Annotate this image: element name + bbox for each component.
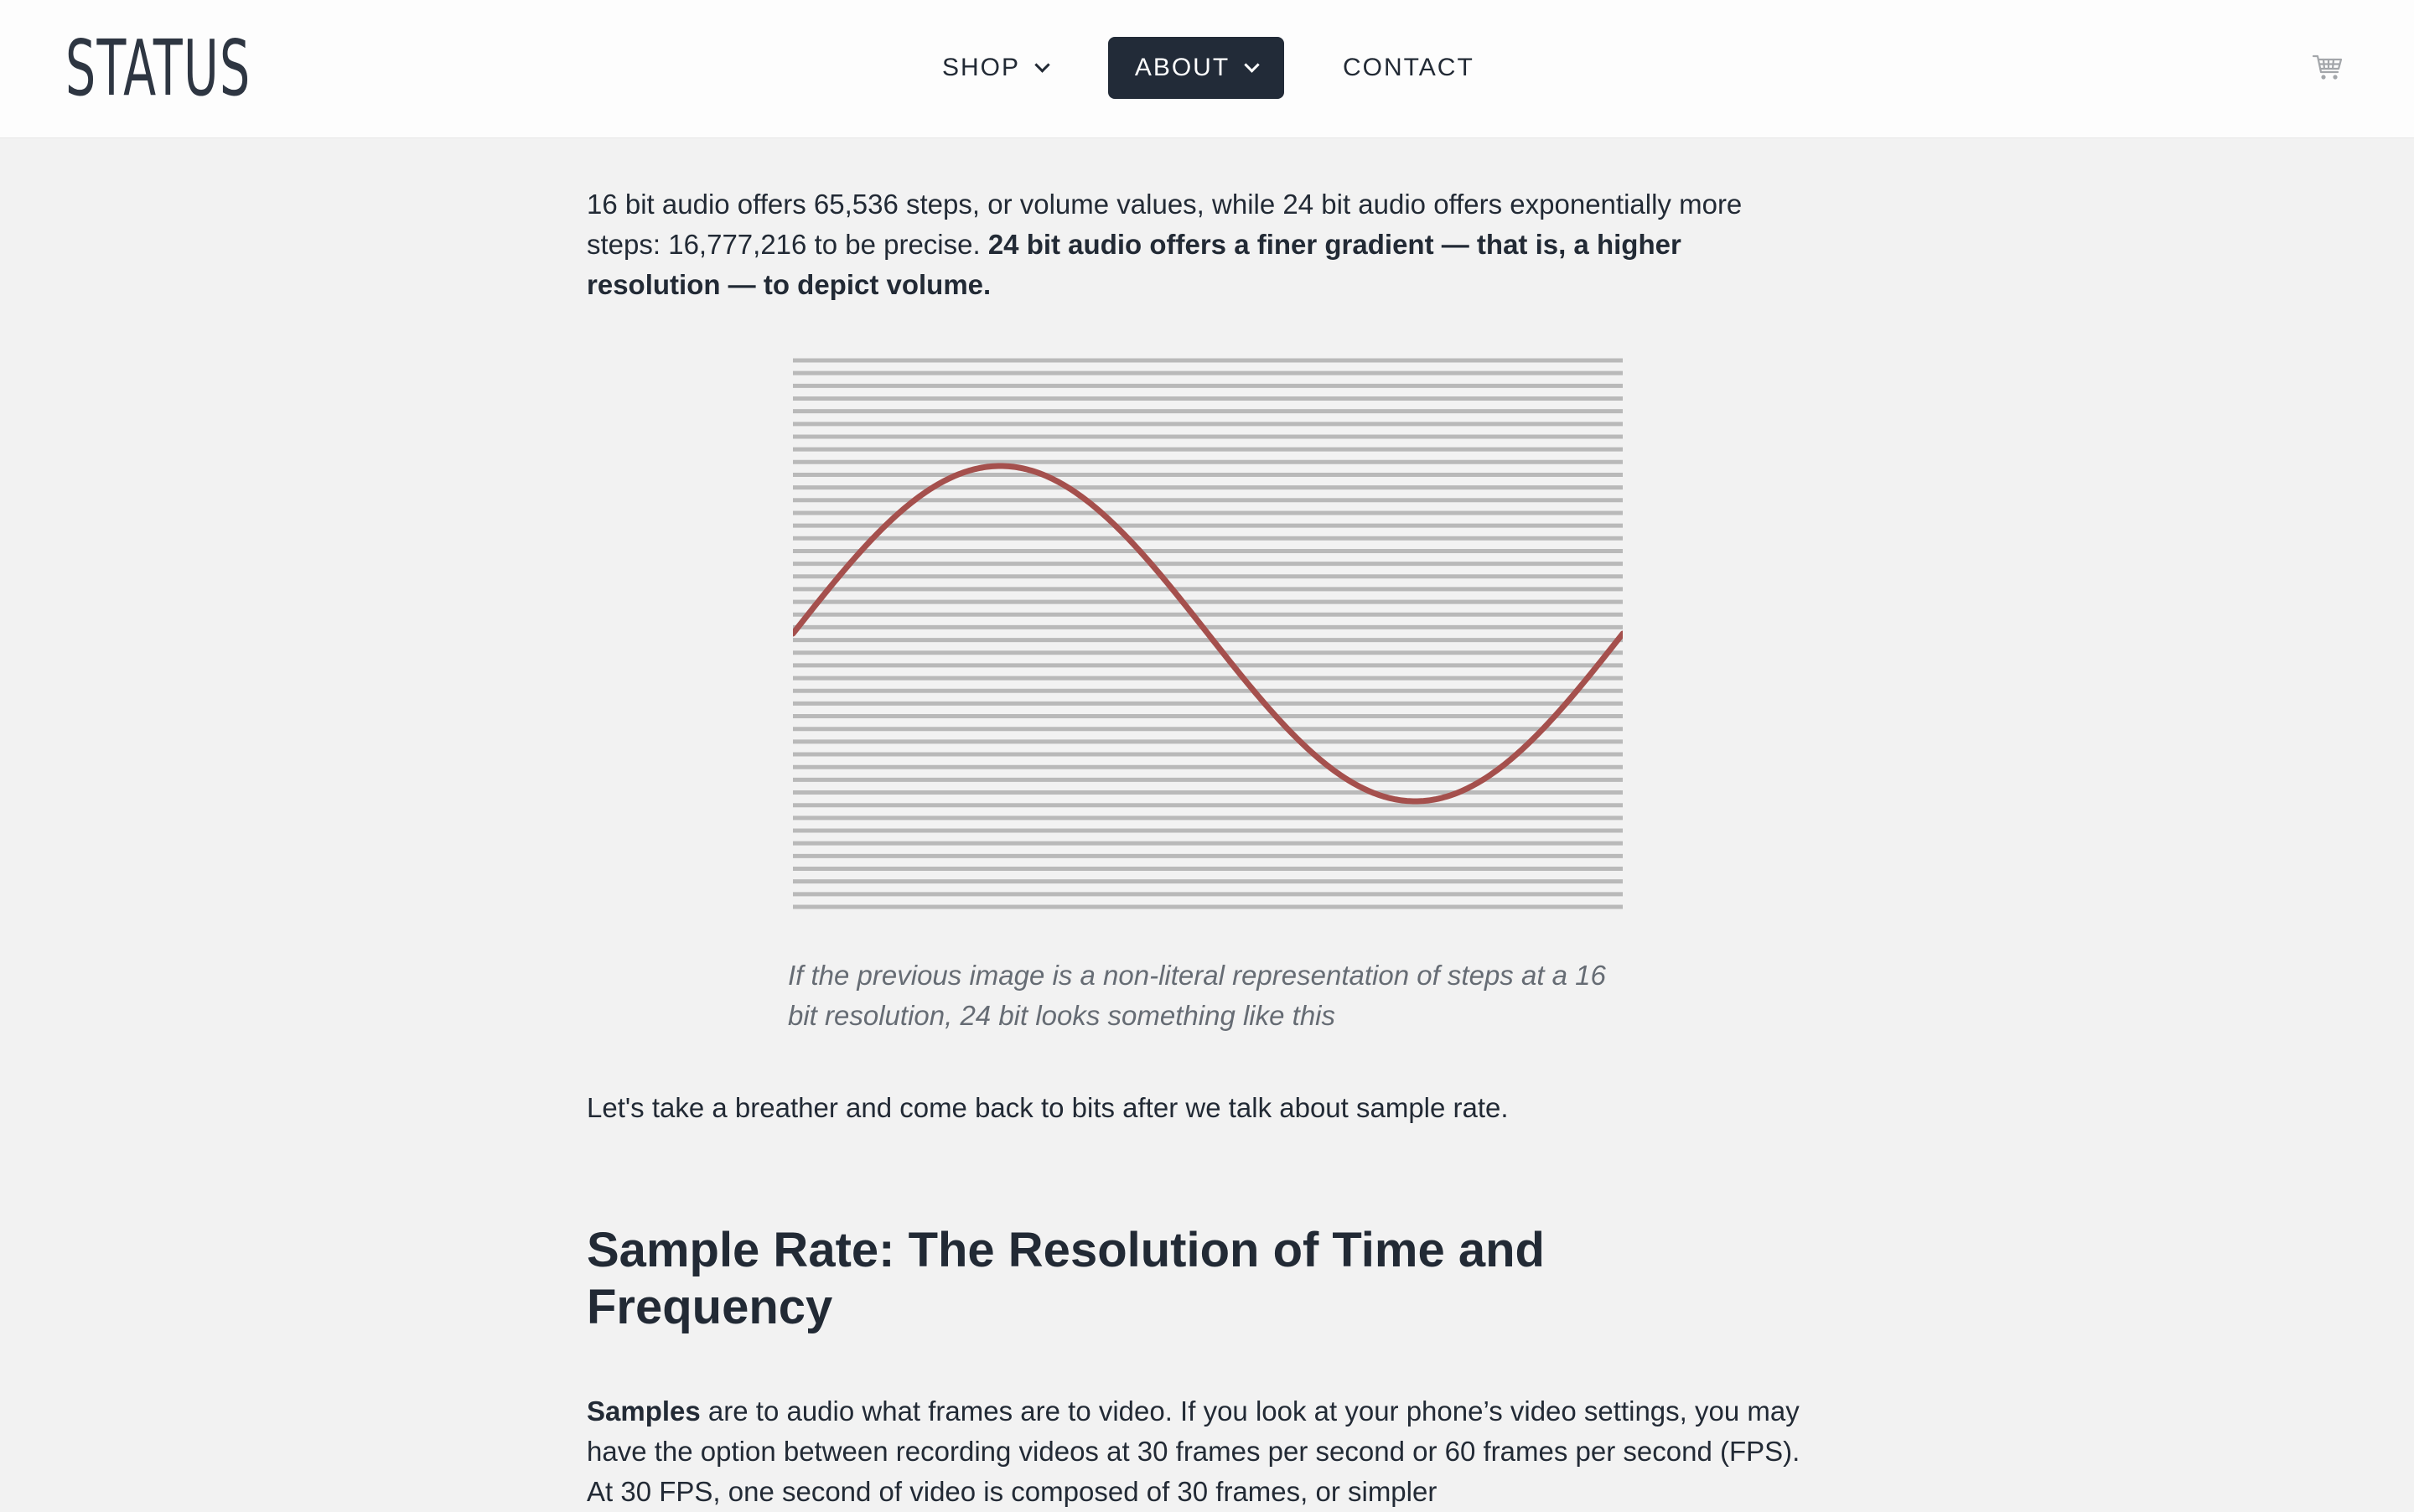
- section-heading: Sample Rate: The Resolution of Time and Frequency: [587, 1223, 1545, 1334]
- samples-paragraph: [587, 1391, 1810, 1512]
- cart-icon[interactable]: [2312, 52, 2344, 84]
- samples-bold-text: Samples: [587, 1395, 701, 1427]
- nav-shop-label: SHOP: [942, 54, 1021, 81]
- nav-about-label: ABOUT: [1134, 54, 1230, 81]
- nav-shop[interactable]: [942, 37, 1048, 99]
- breather-paragraph: Let's take a breather and come back to bits after we talk about sample rate.: [587, 1092, 1509, 1123]
- sine-wave: [793, 466, 1623, 801]
- intro-bold-text: 24 bit audio offers a finer gradient — that is, a higher resolution — to depict volume.: [587, 229, 1681, 300]
- bit-depth-figure: [793, 355, 1623, 912]
- sine-wave-steps-image: [793, 355, 1623, 912]
- status-logo[interactable]: STATUS: [65, 23, 251, 113]
- chevron-down-icon: [1034, 57, 1049, 72]
- nav-contact[interactable]: [1343, 37, 1474, 99]
- main-nav: [0, 37, 2414, 99]
- site-header: [0, 0, 2414, 137]
- intro-paragraph: [587, 184, 1810, 305]
- chevron-down-icon: [1244, 57, 1259, 72]
- samples-text: are to audio what frames are to video. If you look at your phone’s video settings, you may have the option between recording videos at 30 frames per second or 60 frames per second (FPS). At 30 FPS, one second of video is composed of 30 frames, or simpler: [587, 1395, 1800, 1507]
- nav-contact-label: CONTACT: [1343, 54, 1474, 81]
- figure-caption: If the previous image is a non-literal representation of steps at a 16 bit resolution, 24 bit looks something like this: [788, 960, 1606, 1031]
- intro-text: 16 bit audio offers 65,536 steps, or volume values, while 24 bit audio offers exponentially more steps: 16,777,216 to be precise.: [587, 189, 1743, 260]
- nav-about[interactable]: [1108, 37, 1284, 99]
